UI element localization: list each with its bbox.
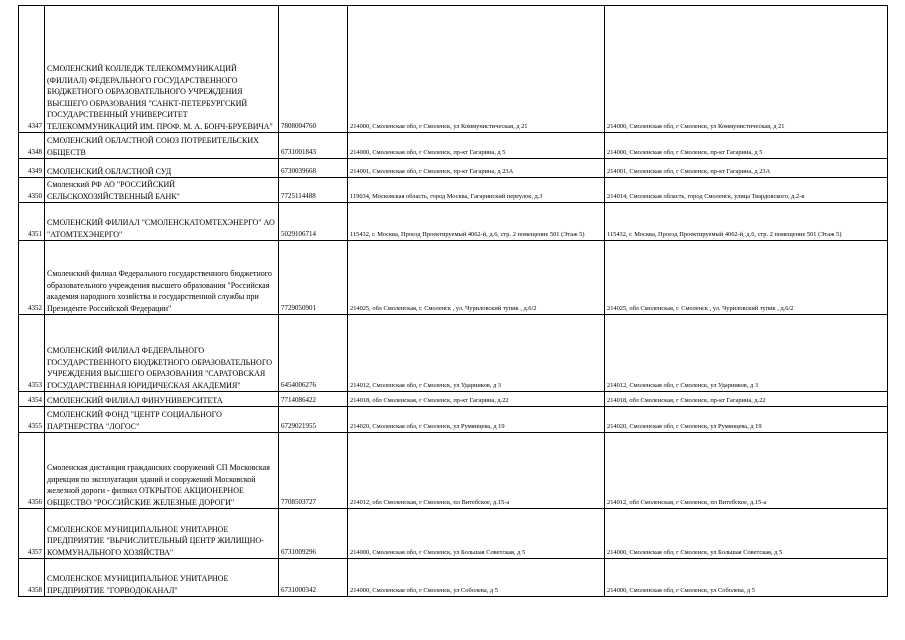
actual-address: 214025, обл Смоленская, г. Смоленск , ул. Чуриловский тупик , д.6/2	[605, 241, 888, 315]
row-number: 4350	[19, 178, 45, 203]
actual-address: 214014, Смоленская область, город Смоленск, улица Твардовского, д.2-в	[605, 178, 888, 203]
actual-address: 214020, Смоленская обл, г Смоленск, ул Румянцева, д 19	[605, 407, 888, 433]
actual-address: 214000, Смоленская обл, г Смоленск, ул Коммунистическая, д 21	[605, 6, 888, 133]
inn-code: 6730039668	[279, 159, 348, 178]
inn-code: 6454006276	[279, 315, 348, 392]
legal-address: 119034, Московская область, город Москва, Гагаринский переулок, д.3	[348, 178, 605, 203]
legal-address: 214025, обл Смоленская, г. Смоленск , ул. Чуриловский тупик , д.6/2	[348, 241, 605, 315]
actual-address: 214018, обл Смоленская, г Смоленск, пр-кт Гагарина, д.22	[605, 392, 888, 407]
row-number: 4357	[19, 509, 45, 559]
row-number: 4358	[19, 559, 45, 597]
legal-address: 214012, обл Смоленская, г Смоленск, пл Витебское, д.15-а	[348, 433, 605, 509]
inn-code: 7725114488	[279, 178, 348, 203]
legal-address: 214000, Смоленская обл, г Смоленск, пр-кт Гагарина, д 5	[348, 133, 605, 159]
inn-code: 7808004760	[279, 6, 348, 133]
organization-name: СМОЛЕНСКИЙ ФИЛИАЛ "СМОЛЕНСКАТОМТЕХЭНЕРГО" АО "АТОМТЕХЭНЕРГО"	[45, 203, 279, 241]
actual-address: 214000, Смоленская обл, г Смоленск, ул Большая Советская, д 5	[605, 509, 888, 559]
table-row	[19, 407, 888, 433]
actual-address: 214000, Смоленская обл, г Смоленск, ул Соболева, д 5	[605, 559, 888, 597]
organization-name: СМОЛЕНСКИЙ ОБЛАСТНОЙ СУД	[45, 159, 279, 178]
legal-address: 214000, Смоленская обл, г Смоленск, ул Коммунистическая, д 21	[348, 6, 605, 133]
row-number: 4351	[19, 203, 45, 241]
inn-code: 7708503727	[279, 433, 348, 509]
inn-code: 6731009296	[279, 509, 348, 559]
row-number: 4354	[19, 392, 45, 407]
organization-name: Смоленский филиал Федерального государственного бюджетного образовательного учреждения высшего образования "Российская академия народного хозяйства и государственной службы при Президенте Российской Федерации"	[45, 241, 279, 315]
row-number: 4349	[19, 159, 45, 178]
actual-address: 214012, Смоленская обл, г Смоленск, ул Ударников, д 3	[605, 315, 888, 392]
organization-name: Смоленский РФ АО "РОССИЙСКИЙ СЕЛЬСКОХОЗЯЙСТВЕННЫЙ БАНК"	[45, 178, 279, 203]
actual-address: 214001, Смоленская обл, г Смоленск, пр-кт Гагарина, д 23А	[605, 159, 888, 178]
organization-name: СМОЛЕНСКИЙ КОЛЛЕДЖ ТЕЛЕКОММУНИКАЦИЙ (ФИЛИАЛ) ФЕДЕРАЛЬНОГО ГОСУДАРСТВЕННОГО БЮДЖЕТНОГО ОБРАЗОВАТЕЛЬНОГО УЧРЕЖДЕНИЯ ВЫСШЕГО ОБРАЗОВАНИЯ "САНКТ-ПЕТЕРБУРГСКИЙ ГОСУДАРСТВЕННЫЙ УНИВЕРСИТЕТ ТЕЛЕКОММУНИКАЦИЙ ИМ. ПРОФ. М. А. БОНЧ-БРУЕВИЧА"	[45, 6, 279, 133]
legal-address: 214012, Смоленская обл, г Смоленск, ул Ударников, д 3	[348, 315, 605, 392]
table-row	[19, 392, 888, 407]
row-number: 4352	[19, 241, 45, 315]
legal-address: 214020, Смоленская обл, г Смоленск, ул Румянцева, д 19	[348, 407, 605, 433]
table-row	[19, 178, 888, 203]
organization-name: СМОЛЕНСКИЙ ОБЛАСТНОЙ СОЮЗ ПОТРЕБИТЕЛЬСКИХ ОБЩЕСТВ	[45, 133, 279, 159]
row-number: 4356	[19, 433, 45, 509]
row-number: 4347	[19, 6, 45, 133]
table-row	[19, 133, 888, 159]
table-row	[19, 509, 888, 559]
row-number: 4353	[19, 315, 45, 392]
inn-code: 7714086422	[279, 392, 348, 407]
legal-address: 214000, Смоленская обл, г Смоленск, ул Соболева, д 5	[348, 559, 605, 597]
row-number: 4348	[19, 133, 45, 159]
actual-address: 214012, обл Смоленская, г Смоленск, пл Витебское, д.15-а	[605, 433, 888, 509]
organization-name: СМОЛЕНСКОЕ МУНИЦИПАЛЬНОЕ УНИТАРНОЕ ПРЕДПРИЯТИЕ "ГОРВОДОКАНАЛ"	[45, 559, 279, 597]
table-row	[19, 241, 888, 315]
table-row	[19, 559, 888, 597]
organization-name: СМОЛЕНСКИЙ ФОНД "ЦЕНТР СОЦИАЛЬНОГО ПАРТНЕРСТВА "ЛОГОС"	[45, 407, 279, 433]
table-row	[19, 433, 888, 509]
legal-address: 115432, г. Москва, Проезд Проектируемый 4062-й, д.6, стр. 2 помещение 501 (Этаж 5)	[348, 203, 605, 241]
row-number: 4355	[19, 407, 45, 433]
legal-address: 214018, обл Смоленская, г Смоленск, пр-кт Гагарина, д.22	[348, 392, 605, 407]
table-row	[19, 6, 888, 133]
actual-address: 214000, Смоленская обл, г Смоленск, пр-кт Гагарина, д 5	[605, 133, 888, 159]
inn-code: 5029106714	[279, 203, 348, 241]
actual-address: 115432, г. Москва, Проезд Проектируемый 4062-й, д.6, стр. 2 помещение 501 (Этаж 5)	[605, 203, 888, 241]
organization-name: СМОЛЕНСКОЕ МУНИЦИПАЛЬНОЕ УНИТАРНОЕ ПРЕДПРИЯТИЕ "ВЫЧИСЛИТЕЛЬНЫЙ ЦЕНТР ЖИЛИЩНО-КОММУНАЛЬНОГО ХОЗЯЙСТВА"	[45, 509, 279, 559]
inn-code: 6729021955	[279, 407, 348, 433]
registry-table	[18, 5, 888, 597]
inn-code: 7729050901	[279, 241, 348, 315]
organization-name: СМОЛЕНСКИЙ ФИЛИАЛ ФИНУНИВЕРСИТЕТА	[45, 392, 279, 407]
table-row	[19, 315, 888, 392]
legal-address: 214000, Смоленская обл, г Смоленск, ул Большая Советская, д 5	[348, 509, 605, 559]
organization-name: СМОЛЕНСКИЙ ФИЛИАЛ ФЕДЕРАЛЬНОГО ГОСУДАРСТВЕННОГО БЮДЖЕТНОГО ОБРАЗОВАТЕЛЬНОГО УЧРЕЖДЕНИЯ ВЫСШЕГО ОБРАЗОВАНИЯ "САРАТОВСКАЯ ГОСУДАРСТВЕННАЯ ЮРИДИЧЕСКАЯ АКАДЕМИЯ"	[45, 315, 279, 392]
inn-code: 6731000342	[279, 559, 348, 597]
table-row	[19, 159, 888, 178]
organization-name: Смоленская дистанция гражданских сооружений СП Московская дирекция по эксплуатации зданий и сооружений Московской железной дороги - филиал ОТКРЫТОЕ АКЦИОНЕРНОЕ ОБЩЕСТВО "РОССИЙСКИЕ ЖЕЛЕЗНЫЕ ДОРОГИ"	[45, 433, 279, 509]
registry-body	[19, 6, 888, 597]
legal-address: 214001, Смоленская обл, г Смоленск, пр-кт Гагарина, д 23А	[348, 159, 605, 178]
inn-code: 6731001843	[279, 133, 348, 159]
table-row	[19, 203, 888, 241]
